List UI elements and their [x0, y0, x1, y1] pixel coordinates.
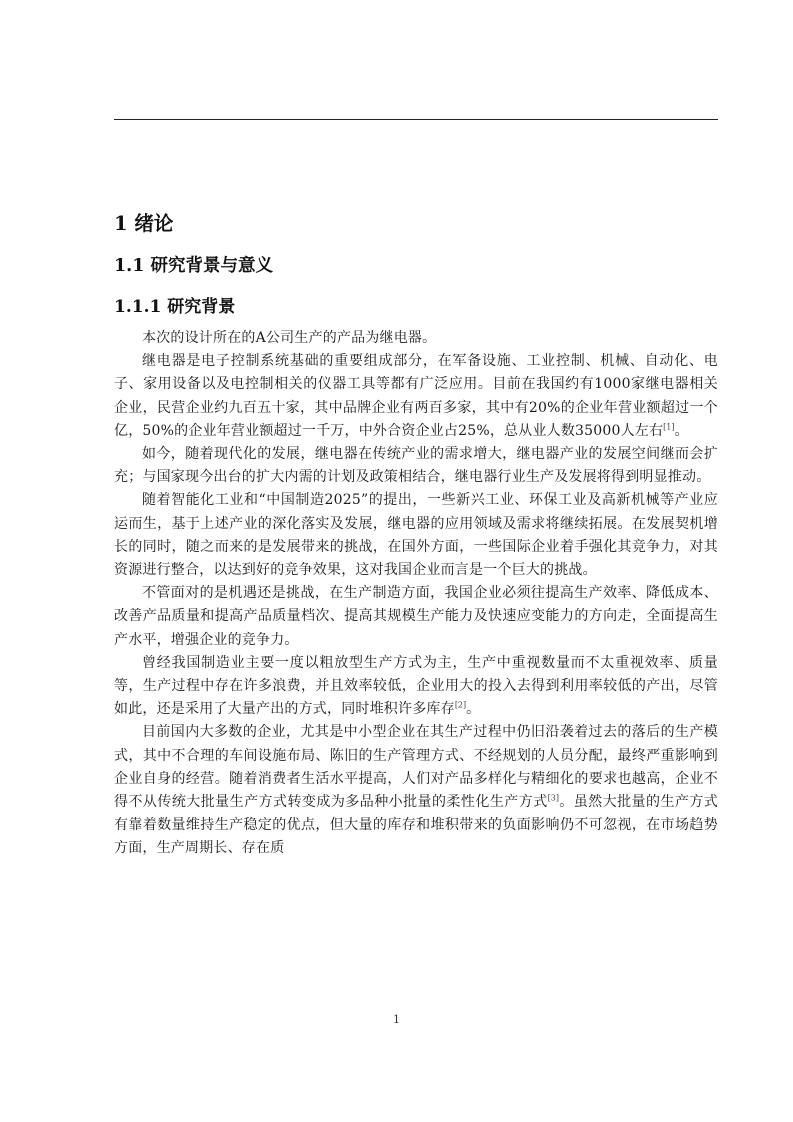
- paragraph-tail: 。: [466, 701, 481, 718]
- paragraph-5: [114, 582, 718, 652]
- paragraph-text: 曾经我国制造业主要一度以粗放型生产方式为主，生产中重视数量而不太重视效率、质量等，生产过程中存在许多浪费，并且效率较低，企业用大的投入去得到利用率较低的产出，尽管如此，还是采用了大量产出的方式，同时堆积许多库存: [114, 654, 718, 718]
- paragraph-text: 继电器是电子控制系统基础的重要组成部分，在军备设施、工业控制、机械、自动化、电子、家用设备以及电控制相关的仪器工具等都有广泛应用。目前在我国约有1000家继电器相关企业，民营企业约九百五十家，其中品牌企业有两百多家，其中有20%的企业年营业额超过一个亿，50%的企业年营业额超过一千万，中外合资企业占25%，总从业人数35000人左右: [114, 353, 718, 439]
- citation-ref: [3]: [547, 793, 559, 803]
- chapter-heading: 1 绪论: [114, 212, 174, 235]
- paragraph-1: [114, 327, 718, 350]
- citation-ref: [1]: [663, 422, 675, 432]
- paragraph-3: [114, 443, 718, 489]
- paragraph-text: 如今，随着现代化的发展，继电器在传统产业的需求增大，继电器产业的发展空间继而会扩充；与国家现今出台的扩大内需的计划及政策相结合，继电器行业生产及发展将得到明显推动。: [114, 446, 718, 486]
- section-heading: 1.1 研究背景与意义: [114, 256, 274, 276]
- page-number: 1: [393, 1013, 400, 1026]
- subsection-heading: 1.1.1 研究背景: [114, 297, 236, 317]
- paragraph-7: [114, 721, 718, 860]
- paragraph-4: [114, 489, 718, 582]
- body-text: [114, 327, 718, 861]
- paragraph-text: 本次的设计所在的A公司生产的产品为继电器。: [142, 330, 437, 346]
- paragraph-6: [114, 652, 718, 722]
- paragraph-tail: 。: [674, 422, 689, 439]
- page-content: [114, 206, 718, 861]
- paragraph-text: 不管面对的是机遇还是挑战，在生产制造方面，我国企业必须往提高生产效率、降低成本、改善产品质量和提高产品质量档次、提高其规模生产能力及快速应变能力的方向走，全面提高生产水平，增强企业的竞争力。: [114, 585, 718, 648]
- paragraph-text: 目前国内大多数的企业，尤其是中小型企业在其生产过程中仍旧沿袭着过去的落后的生产模式，其中不合理的车间设施布局、陈旧的生产管理方式、不经规划的人员分配，最终严重影响到企业自身的经营。随着消费者生活水平提高，人们对产品多样化与精细化的要求也越高，企业不得不从传统大批量生产方式转变成为多品种小批量的柔性化生产方式: [114, 724, 718, 811]
- paragraph-text: 随着智能化工业和“中国制造2025”的提出，一些新兴工业、环保工业及高新机械等产业应运而生，基于上述产业的深化落实及发展，继电器的应用领域及需求将继续拓展。在发展契机增长的同时，随之而来的是发展带来的挑战，在国外方面，一些国际企业着手强化其竞争力，对其资源进行整合，以达到好的竞争效果，这对我国企业而言是一个巨大的挑战。: [114, 492, 718, 579]
- header-rule: [114, 119, 718, 120]
- paragraph-tail: 。虽然大批量的生产方式有靠着数量维持生产稳定的优点，但大量的库存和堆积带来的负面影响仍不可忽视，在市场趋势方面，生产周期长、存在质: [114, 794, 719, 857]
- paragraph-2: [114, 350, 718, 443]
- citation-ref: [2]: [454, 700, 467, 710]
